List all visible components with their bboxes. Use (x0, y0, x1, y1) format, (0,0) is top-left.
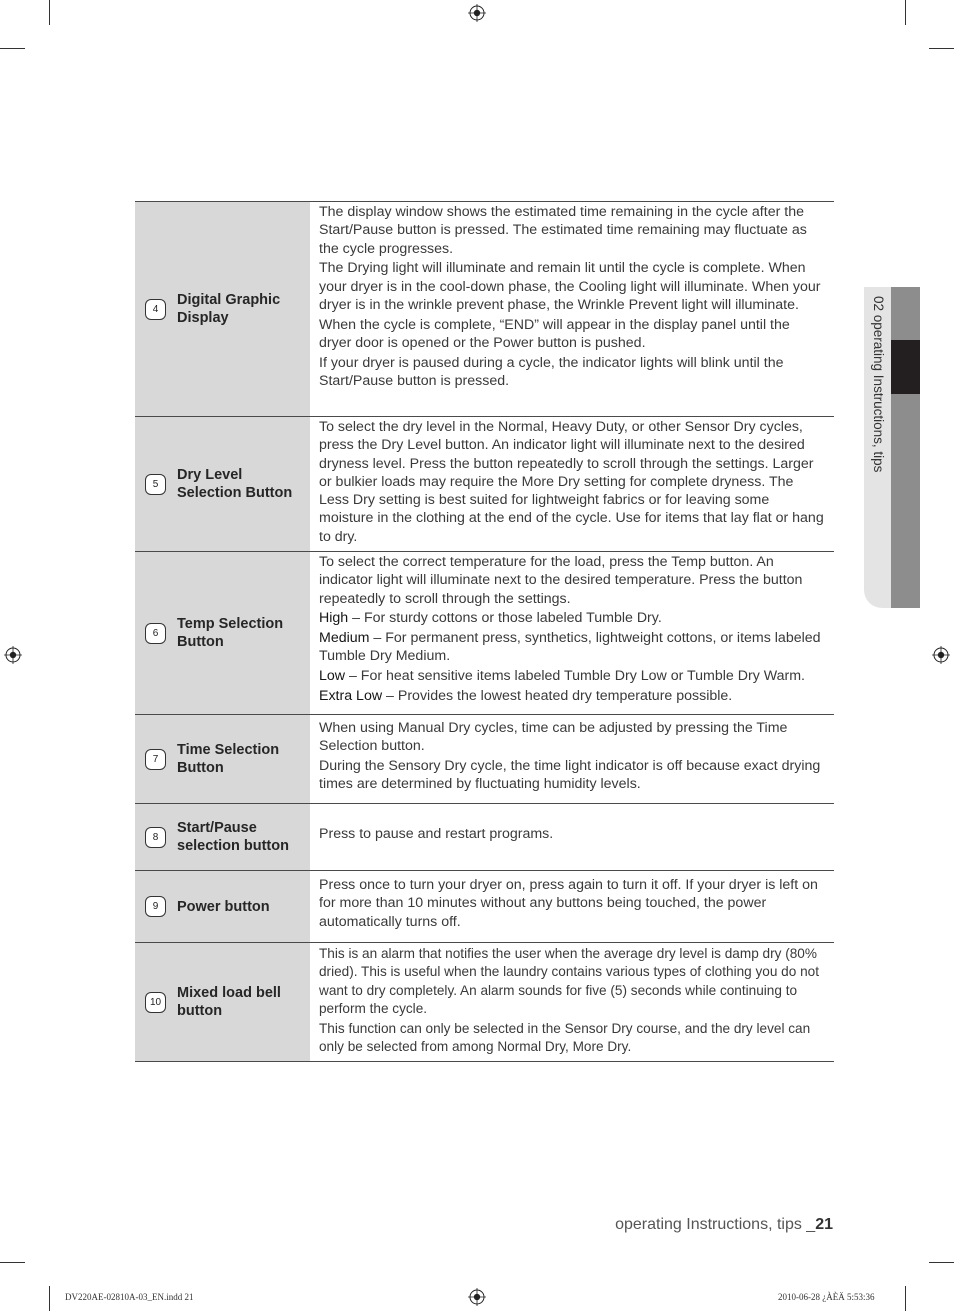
number-badge: 7 (145, 749, 166, 770)
registration-mark-icon (468, 1288, 486, 1306)
description-paragraph: This function can only be selected in the Sensor Dry course, and the dry level can only be selected from among Normal Dry, More Dry. (319, 1020, 811, 1054)
description-cell (310, 417, 834, 551)
description-paragraph: Medium – For permanent press, synthetics, lightweight cottons, or items labeled Tumble Dry Medium. (319, 630, 821, 665)
crop-mark (0, 1262, 25, 1263)
description-paragraph: Press to pause and restart programs. (319, 826, 554, 843)
description-paragraph: High – For sturdy cottons or those labeled Tumble Dry. (319, 610, 662, 627)
table-row (135, 871, 834, 943)
label-cell (135, 871, 310, 942)
description-paragraph: Extra Low – Provides the lowest heated dry temperature possible. (319, 688, 733, 705)
description-paragraph: Press once to turn your dryer on, press again to turn it off. If your dryer is left on for more than 10 minutes without any buttons being touched, the power automatically turns off. (319, 877, 818, 930)
slug-filename: DV220AE-02810A-03_EN.indd 21 (65, 1292, 194, 1302)
description-paragraph: This is an alarm that notifies the user when the average dry level is damp dry (80% dried). This is useful when the laundry contains various types of clothing you do not want to dry completely. An alarm sounds for five (5) seconds while continuing to perform the cycle. (319, 946, 819, 1016)
description-paragraph: When the cycle is complete, “END” will appear in the display panel until the dryer door is opened or the Power button is pushed. (319, 316, 790, 352)
registration-mark-icon (468, 4, 486, 22)
description-paragraph: The Drying light will illuminate and remain lit until the cycle is complete. When your dryer is in the cool-down phase, the Cooling light will illuminate. When your dryer is in the wrinkle prevent phase, the Wrinkle Prevent light will illuminate. (319, 260, 821, 313)
number-badge: 10 (145, 992, 166, 1013)
description-paragraph: When using Manual Dry cycles, time can be adjusted by pressing the Time Selection button. (319, 720, 788, 755)
description-paragraph: During the Sensory Dry cycle, the time light indicator is off because exact drying times are determined by fluctuating humidity levels. (319, 758, 821, 793)
number-badge: 8 (145, 827, 166, 848)
description-paragraph: To select the dry level in the Normal, Heavy Duty, or other Sensor Dry cycles, press the Dry Level button. An indicator light will illuminate next to the desired dryness level. Press the button repeatedly to scroll through the settings. Larger or bulkier loads may require the More Dry setting for complete dryness. The Less Dry setting is best suited for lightweight fabrics or for leaving some moisture in the clothing at the end of the cycle. Use for items that lay flat or hang to dry. (319, 419, 824, 545)
description-paragraph: Low – For heat sensitive items labeled Tumble Dry Low or Tumble Dry Warm. (319, 668, 805, 685)
control-label: Dry Level Selection Button (177, 467, 293, 501)
control-label: Digital Graphic Display (177, 292, 281, 326)
table-row (135, 943, 834, 1062)
crop-mark (0, 48, 25, 49)
crop-mark (929, 1262, 954, 1263)
page-number: 21 (815, 1216, 833, 1233)
number-badge: 5 (145, 474, 166, 495)
label-cell (135, 715, 310, 803)
description-paragraph: The display window shows the estimated time remaining in the cycle after the Start/Pause button is pressed. The estimated time remaining may fluctuate as the cycle progresses. (319, 204, 807, 257)
description-cell (310, 871, 834, 942)
crop-mark (905, 0, 906, 25)
crop-mark (905, 1286, 906, 1311)
chapter-tab-label: 02 operating Instructions, tips (871, 296, 886, 473)
control-panel-table (135, 201, 834, 1062)
table-row (135, 804, 834, 871)
chapter-tab-bar (891, 287, 920, 608)
description-cell (310, 804, 834, 870)
description-cell (310, 202, 834, 416)
description-paragraph: If your dryer is paused during a cycle, the indicator lights will blink until the Start/Pause button is pressed. (319, 354, 784, 390)
table-row (135, 715, 834, 804)
chapter-tab-marker (891, 340, 920, 394)
label-cell (135, 202, 310, 416)
control-label: Start/Pause selection button (177, 820, 289, 854)
footer-section: operating Instructions, tips _ (615, 1216, 816, 1233)
page-footer (615, 1216, 833, 1234)
table-row (135, 202, 834, 417)
crop-mark (929, 48, 954, 49)
label-cell (135, 552, 310, 714)
description-cell (310, 943, 834, 1061)
description-paragraph: To select the correct temperature for the load, press the Temp button. An indicator light will illuminate next to the desired temperature. Press the button repeatedly to scroll through the settings. (319, 554, 803, 607)
number-badge: 6 (145, 623, 166, 644)
label-cell (135, 804, 310, 870)
number-badge: 9 (145, 896, 166, 917)
slug-timestamp: 2010-06-28 ¿ÀÈÄ 5:53:36 (778, 1292, 875, 1302)
description-cell (310, 552, 834, 714)
number-badge: 4 (145, 299, 166, 320)
registration-mark-icon (4, 646, 22, 664)
table-row (135, 552, 834, 715)
label-cell (135, 943, 310, 1061)
table-row (135, 417, 834, 552)
control-label: Power button (177, 898, 270, 915)
control-label: Time Selection Button (177, 742, 280, 776)
description-cell (310, 715, 834, 803)
control-label: Mixed load bell button (177, 985, 281, 1019)
crop-mark (49, 1286, 50, 1311)
label-cell (135, 417, 310, 551)
registration-mark-icon (932, 646, 950, 664)
control-label: Temp Selection Button (177, 616, 284, 650)
crop-mark (49, 0, 50, 25)
